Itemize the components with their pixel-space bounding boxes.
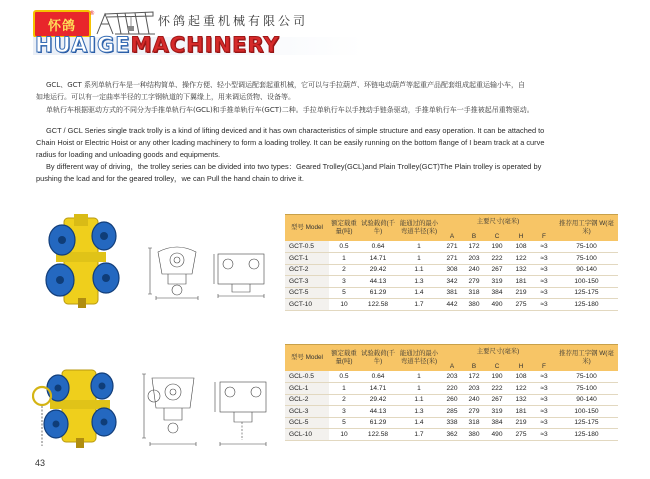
cell-dim-h: 132: [509, 264, 533, 276]
table-row: [285, 241, 618, 253]
cell-dim-f: ≈3: [533, 276, 555, 288]
cell-dim-b: 380: [463, 299, 485, 311]
cell-model: GCT-5: [285, 287, 329, 299]
table-row: [285, 276, 618, 288]
cell-dim-a: 342: [441, 276, 463, 288]
cell-dim-f: ≈3: [533, 394, 555, 406]
table-row: [285, 253, 618, 265]
intro-en-line-5: pushing the lcad and for the geared trolley，we can Pull the hand chain to drive it.: [36, 174, 304, 183]
cell-beam: 90-140: [555, 394, 618, 406]
cell-dim-b: 172: [463, 371, 485, 383]
cell-dim-b: 279: [463, 276, 485, 288]
header-dim-f: F: [533, 229, 555, 241]
cell-dim-b: 279: [463, 406, 485, 418]
cell-dim-h: 122: [509, 253, 533, 265]
cell-dim-b: 240: [463, 394, 485, 406]
cell-test-load: 14.71: [359, 253, 397, 265]
cell-rated-load: 10: [329, 299, 359, 311]
gct-side-view-drawing: [212, 246, 270, 300]
header-dim-b: B: [463, 359, 485, 371]
header-rated-load: 额定载重量(吨): [329, 345, 359, 371]
cell-test-load: 14.71: [359, 383, 397, 395]
cell-dim-h: 132: [509, 394, 533, 406]
cell-rated-load: 5: [329, 417, 359, 429]
cell-min-radius: 1.7: [397, 429, 441, 441]
cell-min-radius: 1: [397, 253, 441, 265]
cell-rated-load: 0.5: [329, 371, 359, 383]
cell-model: GCT-10: [285, 299, 329, 311]
cell-model: GCT-2: [285, 264, 329, 276]
cell-test-load: 61.29: [359, 287, 397, 299]
cell-model: GCL-0.5: [285, 371, 329, 383]
cell-dim-b: 203: [463, 253, 485, 265]
cell-rated-load: 1: [329, 253, 359, 265]
cell-test-load: 29.42: [359, 264, 397, 276]
cell-dim-h: 275: [509, 429, 533, 441]
cell-test-load: 29.42: [359, 394, 397, 406]
table-row: [285, 394, 618, 406]
cell-min-radius: 1.3: [397, 276, 441, 288]
cell-test-load: 44.13: [359, 276, 397, 288]
cell-dim-h: 181: [509, 406, 533, 418]
gcl-spec-table: [285, 345, 618, 441]
brand-word-machinery: MACHINERY: [130, 33, 280, 57]
gct-spec-table: [285, 215, 618, 311]
intro-cn-line-3: 单轨行车根据驱动方式的不同分为手推单轨行车(GCL)和手推单轨行车(GCT)二种。手拉单轨行车以手拽动手链条驱动，手推单轨行车一手推被起吊重物驱动。: [46, 106, 534, 114]
cell-dim-f: ≈3: [533, 417, 555, 429]
cell-dim-a: 203: [441, 371, 463, 383]
cell-dim-a: 260: [441, 394, 463, 406]
page-number: 43: [35, 458, 46, 468]
cell-dim-a: 442: [441, 299, 463, 311]
table-row: [285, 406, 618, 418]
company-name-cn: 怀鸽起重机械有限公司: [158, 14, 309, 28]
header-beam: 推荐用工字钢 W(毫米): [555, 215, 618, 241]
cell-test-load: 61.29: [359, 417, 397, 429]
cell-beam: 75-100: [555, 383, 618, 395]
header-dim-h: H: [509, 359, 533, 371]
cell-model: GCL-10: [285, 429, 329, 441]
header-main-dimensions: 主要尺寸(毫米): [441, 345, 555, 359]
cell-min-radius: 1.7: [397, 299, 441, 311]
cell-dim-c: 384: [485, 417, 509, 429]
cell-dim-f: ≈3: [533, 253, 555, 265]
cell-dim-a: 362: [441, 429, 463, 441]
cell-dim-a: 271: [441, 253, 463, 265]
cell-dim-h: 181: [509, 276, 533, 288]
registered-mark: ®: [89, 10, 95, 17]
cell-dim-c: 319: [485, 406, 509, 418]
cell-dim-f: ≈3: [533, 406, 555, 418]
header-rated-load: 额定载重量(吨): [329, 215, 359, 241]
intro-en-line-2: Chain Hoist or Electric Hoist or any other lcading machinery to form a loading trolley. It can be easily running on the bottom flange of I beam track at a curve: [36, 138, 545, 147]
header-test-load: 试验载荷(千牛): [359, 345, 397, 371]
cell-rated-load: 2: [329, 394, 359, 406]
intro-en-line-1: GCT / GCL Series single track trolly is a kind of lifting deviced and it has own characteristics of simple structure and easy operation. It can be attached to: [46, 126, 545, 135]
cell-dim-h: 219: [509, 287, 533, 299]
header-model: 型号 Model: [285, 215, 329, 241]
cell-dim-c: 384: [485, 287, 509, 299]
header-dim-f: F: [533, 359, 555, 371]
cell-beam: 100-150: [555, 276, 618, 288]
cell-rated-load: 10: [329, 429, 359, 441]
gcl-front-view-drawing: [140, 368, 206, 448]
cell-min-radius: 1.3: [397, 406, 441, 418]
header-dim-b: B: [463, 229, 485, 241]
header-min-radius: 能通过的最小弯道半径(米): [397, 345, 441, 371]
header-dim-h: H: [509, 229, 533, 241]
cell-dim-b: 203: [463, 383, 485, 395]
header-dim-c: C: [485, 229, 509, 241]
cell-model: GCL-1: [285, 383, 329, 395]
table-row: [285, 383, 618, 395]
cell-rated-load: 3: [329, 276, 359, 288]
cell-dim-a: 338: [441, 417, 463, 429]
header-min-radius: 能通过的最小弯道半径(米): [397, 215, 441, 241]
cell-dim-c: 267: [485, 394, 509, 406]
cell-dim-b: 318: [463, 417, 485, 429]
cell-rated-load: 5: [329, 287, 359, 299]
cell-dim-c: 222: [485, 383, 509, 395]
cell-dim-c: 190: [485, 241, 509, 253]
cell-beam: 75-100: [555, 371, 618, 383]
header-dim-a: A: [441, 359, 463, 371]
cell-dim-h: 108: [509, 241, 533, 253]
cell-beam: 125-180: [555, 429, 618, 441]
cell-beam: 125-180: [555, 299, 618, 311]
cell-model: GCL-3: [285, 406, 329, 418]
cell-rated-load: 0.5: [329, 241, 359, 253]
cell-min-radius: 1.4: [397, 417, 441, 429]
table-row: [285, 264, 618, 276]
crane-illustration: [95, 8, 157, 36]
intro-cn-line-1: GCL、GCT 系列单轨行车是一种结构简单、操作方便、轻小型调运配套起重机械，它可以与手拉葫芦、环链电动葫芦等起重产品配套组成起重运输小车，自: [46, 81, 526, 89]
cell-min-radius: 1.1: [397, 264, 441, 276]
table-row: [285, 371, 618, 383]
cell-dim-c: 319: [485, 276, 509, 288]
cell-dim-b: 172: [463, 241, 485, 253]
cell-beam: 75-100: [555, 241, 618, 253]
cell-rated-load: 3: [329, 406, 359, 418]
cell-dim-c: 490: [485, 429, 509, 441]
cell-dim-h: 219: [509, 417, 533, 429]
cell-model: GCL-5: [285, 417, 329, 429]
cell-dim-a: 308: [441, 264, 463, 276]
logo-text: 怀鸽: [47, 18, 76, 34]
header-test-load: 试验载荷(千牛): [359, 215, 397, 241]
table-row: [285, 417, 618, 429]
cell-min-radius: 1.4: [397, 287, 441, 299]
brand-word-huaige: HUAIGE: [35, 33, 131, 57]
cell-model: GCT-1: [285, 253, 329, 265]
cell-dim-f: ≈3: [533, 264, 555, 276]
header-dim-c: C: [485, 359, 509, 371]
cell-dim-a: 285: [441, 406, 463, 418]
gct-trolley-photo: [34, 212, 132, 310]
intro-cn-line-2: 如地运行。可以有一定曲率半径的工字钢轨道的下翼缘上，用来调运货物、设备等。: [36, 93, 295, 101]
cell-dim-c: 222: [485, 253, 509, 265]
brand-wordmark: [35, 33, 280, 57]
cell-dim-a: 381: [441, 287, 463, 299]
cell-model: GCT-0.5: [285, 241, 329, 253]
table-row: [285, 299, 618, 311]
cell-beam: 125-175: [555, 287, 618, 299]
cell-min-radius: 1.1: [397, 394, 441, 406]
cell-min-radius: 1: [397, 241, 441, 253]
cell-test-load: 0.64: [359, 371, 397, 383]
cell-dim-h: 122: [509, 383, 533, 395]
cell-dim-h: 275: [509, 299, 533, 311]
cell-test-load: 122.58: [359, 429, 397, 441]
cell-dim-f: ≈3: [533, 299, 555, 311]
cell-dim-b: 380: [463, 429, 485, 441]
cell-rated-load: 2: [329, 264, 359, 276]
cell-dim-a: 220: [441, 383, 463, 395]
cell-model: GCT-3: [285, 276, 329, 288]
cell-beam: 100-150: [555, 406, 618, 418]
cell-dim-f: ≈3: [533, 371, 555, 383]
gcl-trolley-photo: [32, 366, 132, 450]
cell-dim-c: 190: [485, 371, 509, 383]
cell-dim-h: 108: [509, 371, 533, 383]
cell-min-radius: 1: [397, 383, 441, 395]
cell-beam: 75-100: [555, 253, 618, 265]
intro-en-line-3: radius for loading and unloading goods and equipments.: [36, 150, 221, 159]
cell-rated-load: 1: [329, 383, 359, 395]
cell-model: GCL-2: [285, 394, 329, 406]
cell-dim-f: ≈3: [533, 241, 555, 253]
cell-dim-f: ≈3: [533, 287, 555, 299]
header-beam: 推荐用工字钢 W(毫米): [555, 345, 618, 371]
cell-dim-a: 271: [441, 241, 463, 253]
cell-beam: 125-175: [555, 417, 618, 429]
header-model: 型号 Model: [285, 345, 329, 371]
cell-min-radius: 1: [397, 371, 441, 383]
cell-test-load: 122.58: [359, 299, 397, 311]
cell-dim-b: 318: [463, 287, 485, 299]
cell-dim-f: ≈3: [533, 383, 555, 395]
cell-test-load: 0.64: [359, 241, 397, 253]
cell-dim-f: ≈3: [533, 429, 555, 441]
cell-test-load: 44.13: [359, 406, 397, 418]
gct-front-view-drawing: [146, 238, 208, 300]
cell-dim-b: 240: [463, 264, 485, 276]
cell-beam: 90-140: [555, 264, 618, 276]
table-row: [285, 429, 618, 441]
cell-dim-c: 267: [485, 264, 509, 276]
table-row: [285, 287, 618, 299]
intro-en-line-4: By different way of driving，the trolley series can be divided into two types：Geared Trolley(GCL)and Plain Trolley(GCT)The Plain trolley is operated by: [46, 162, 542, 171]
gcl-side-view-drawing: [212, 374, 274, 448]
header-main-dimensions: 主要尺寸(毫米): [441, 215, 555, 229]
cell-dim-c: 490: [485, 299, 509, 311]
header-dim-a: A: [441, 229, 463, 241]
